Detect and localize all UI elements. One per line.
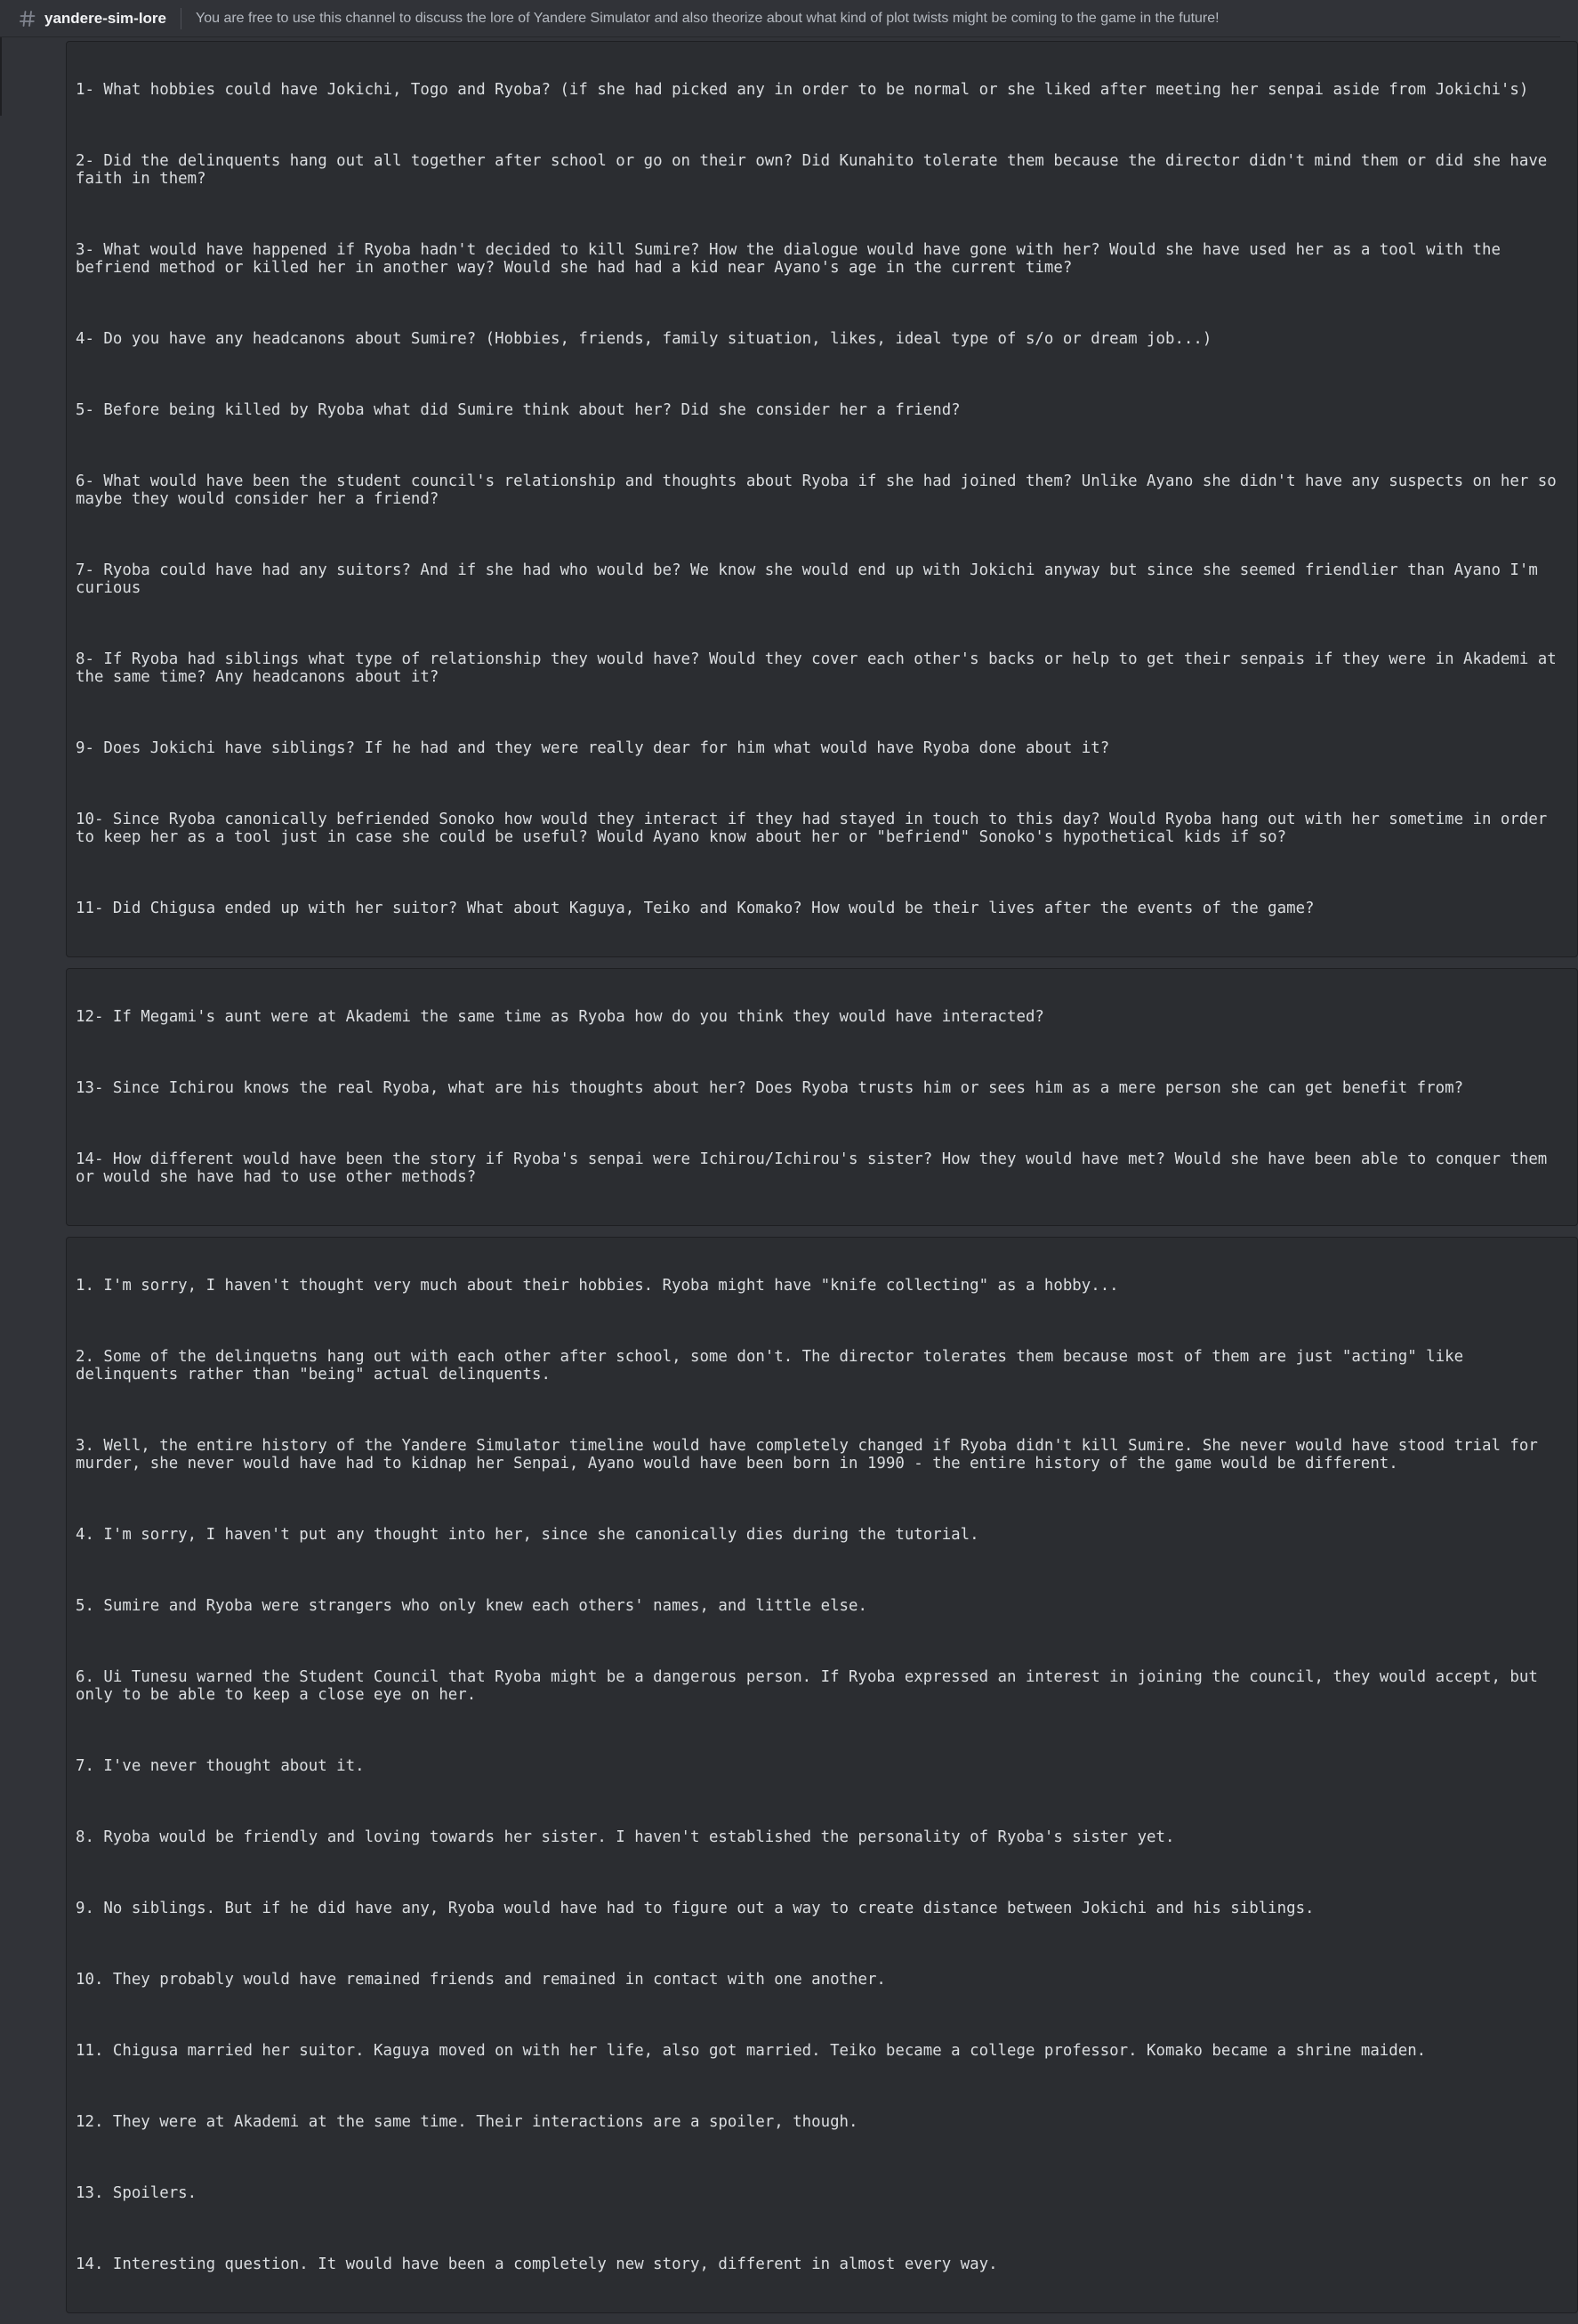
channel-name[interactable]: yandere-sim-lore: [44, 9, 166, 27]
answer-line: 5. Sumire and Ryoba were strangers who only knew each others' names, and little else.: [76, 1597, 867, 1615]
answer-line: 11. Chigusa married her suitor. Kaguya moved on with her life, also got married. Teiko became a college professor. Komako became a shrine maiden.: [76, 2042, 1427, 2060]
answer-line: 2. Some of the delinquetns hang out with each other after school, some don't. The director tolerates them because most of them are just "acting" like delinquents rather than "being" actual delinquents.: [76, 1348, 1473, 1384]
question-line: 14- How different would have been the story if Ryoba's senpai were Ichirou/Ichirou's sister? How they would have met? Would she have been able to conquer them or would she have had to use other methods?: [76, 1150, 1557, 1186]
question-line: 5- Before being killed by Ryoba what did Sumire think about her? Did she consider her a friend?: [76, 401, 961, 419]
channel-header: [0, 0, 1560, 37]
channel-topic[interactable]: You are free to use this channel to discuss the lore of Yandere Simulator and also theorize about what kind of plot twists might be coming to the game in the future!: [196, 10, 1220, 26]
question-line: 4- Do you have any headcanons about Sumire? (Hobbies, friends, family situation, likes, ideal type of s/o or dream job...): [76, 330, 1212, 348]
question-line: 8- If Ryoba had siblings what type of relationship they would have? Would they cover each other's backs or help to get their senpais if they were in Akademi at the same time? Any headcanons about it?: [76, 650, 1566, 686]
question-line: 2- Did the delinquents hang out all together after school or go on their own? Did Kunahito tolerate them because the director didn't mind them or did she have faith in them?: [76, 152, 1557, 188]
answer-line: 9. No siblings. But if he did have any, Ryoba would have had to figure out a way to create distance between Jokichi and his siblings.: [76, 1900, 1315, 1917]
question-line: 11- Did Chigusa ended up with her suitor? What about Kaguya, Teiko and Komako? How would be their lives after the events of the game?: [76, 900, 1315, 917]
answer-line: 8. Ryoba would be friendly and loving towards her sister. I haven't established the personality of Ryoba's sister yet.: [76, 1828, 1175, 1846]
answer-line: 1. I'm sorry, I haven't thought very much about their hobbies. Ryoba might have "knife collecting" as a hobby...: [76, 1277, 1119, 1295]
question-line: 10- Since Ryoba canonically befriended Sonoko how would they interact if they had stayed in touch to this day? Would Ryoba hang out with her sometime in order to keep her as a tool just in case she could be useful? Would Ayano know about her or "befriend" Sonoko's hypothetical kids if so?: [76, 811, 1557, 846]
code-block-answers: [66, 1237, 1578, 2313]
hashtag-channel-icon: [18, 9, 37, 28]
answer-line: 7. I've never thought about it.: [76, 1757, 365, 1775]
question-line: 3- What would have happened if Ryoba hadn't decided to kill Sumire? How the dialogue would have gone with her? Would she have used her as a tool with the befriend method or killed her in another way? Would she had had a kid near Ayano's age in the current time?: [76, 241, 1510, 277]
answer-line: 6. Ui Tunesu warned the Student Council that Ryoba might be a dangerous person. If Ryoba expressed an interest in joining the council, they would accept, but only to be able to keep a close eye on her.: [76, 1668, 1548, 1704]
answer-line: 10. They probably would have remained friends and remained in contact with one another.: [76, 1971, 886, 1989]
code-block-questions-part2: [66, 968, 1578, 1226]
question-line: 7- Ryoba could have had any suitors? And if she had who would be? We know she would end up with Jokichi anyway but since she seemed friendlier than Ayano I'm curious: [76, 561, 1548, 597]
answer-line: 3. Well, the entire history of the Yandere Simulator timeline would have completely changed if Ryoba didn't kill Sumire. She never would have stood trial for murder, she never would have had to kidnap her Senpai, Ayano would have been born in 1990 - the entire history of the game would be different.: [76, 1437, 1548, 1473]
answer-line: 4. I'm sorry, I haven't put any thought into her, since she canonically dies during the tutorial.: [76, 1526, 979, 1544]
question-line: 13- Since Ichirou knows the real Ryoba, what are his thoughts about her? Does Ryoba trusts him or sees him as a mere person she can get benefit from?: [76, 1079, 1464, 1097]
question-line: 1- What hobbies could have Jokichi, Togo and Ryoba? (if she had picked any in order to be normal or she liked after meeting her senpai aside from Jokichi's): [76, 81, 1529, 99]
answer-line: 13. Spoilers.: [76, 2184, 197, 2202]
question-line: 6- What would have been the student council's relationship and thoughts about Ryoba if she had joined them? Unlike Ayano she didn't have any suspects on her so maybe they would consider her a friend?: [76, 472, 1566, 508]
message-list: [66, 37, 1578, 2324]
code-block-questions-part1: [66, 41, 1578, 957]
answer-line: 12. They were at Akademi at the same time. Their interactions are a spoiler, though.: [76, 2113, 858, 2131]
question-line: 12- If Megami's aunt were at Akademi the same time as Ryoba how do you think they would have interacted?: [76, 1008, 1044, 1026]
answer-line: 14. Interesting question. It would have been a completely new story, different in almost every way.: [76, 2255, 998, 2273]
question-line: 9- Does Jokichi have siblings? If he had and they were really dear for him what would have Ryoba done about it?: [76, 739, 1110, 757]
